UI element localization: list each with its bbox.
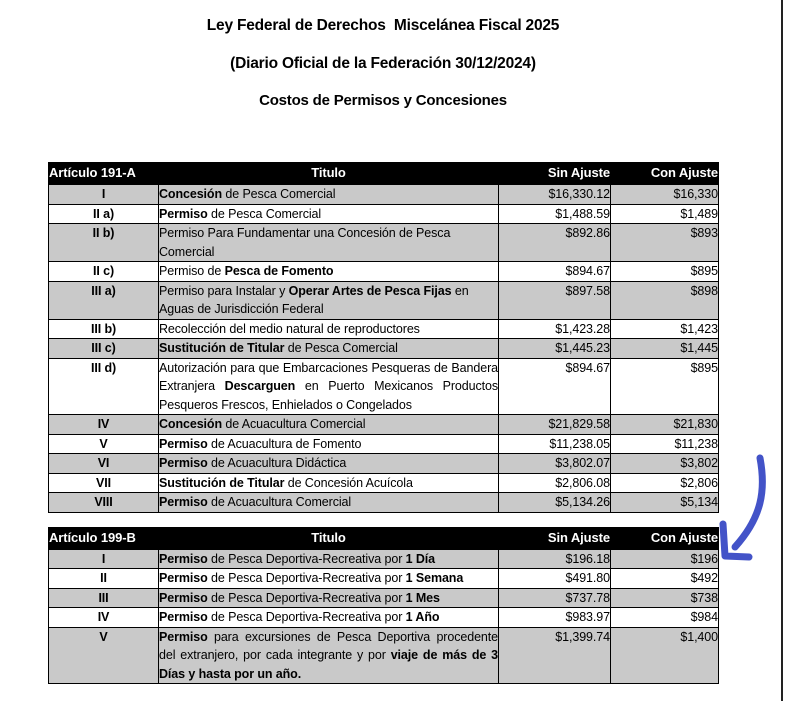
title-bold-segment: viaje de más de 3 Días y hasta por un año. — [159, 648, 498, 681]
row-number-cell: VI — [49, 454, 159, 474]
title-bold-segment: Sustitución de Titular — [159, 475, 285, 490]
table-row — [49, 415, 719, 435]
title-segment: de Pesca Deportiva-Recreativa por — [207, 551, 406, 566]
sin-ajuste-cell: $2,806.08 — [499, 473, 611, 493]
con-ajuste-cell: $898 — [611, 281, 719, 319]
title-bold-segment: 1 Día — [405, 551, 436, 566]
row-number-cell: IV — [49, 608, 159, 628]
title-bold-segment: Permiso — [159, 610, 208, 624]
row-title-cell — [159, 434, 499, 454]
row-number-cell: V — [49, 434, 159, 454]
table-row — [49, 434, 719, 454]
sin-ajuste-cell: $1,399.74 — [499, 627, 611, 684]
title-bold-segment: 1 Año — [405, 610, 440, 624]
title-bold-segment: Pesca de Fomento — [224, 264, 334, 278]
row-number-cell: II c) — [49, 262, 159, 282]
title-segment: de Acuacultura Comercial — [222, 417, 366, 431]
row-title-cell — [159, 358, 499, 415]
title-segment: de Pesca Comercial — [207, 206, 322, 221]
table-articulo-199b — [48, 527, 719, 685]
con-ajuste-cell: $11,238 — [611, 434, 719, 454]
table-row — [49, 204, 719, 224]
table-row — [49, 627, 719, 684]
row-number-cell: III a) — [49, 281, 159, 319]
title-segment: Permiso de — [159, 264, 225, 278]
title-bold-segment: Permiso — [159, 551, 208, 566]
row-title-cell — [159, 473, 499, 493]
title-bold-segment: Permiso — [159, 495, 208, 509]
title-segment: para excursiones de Pesca Deportiva procedente del extranjero, por cada integrante y por — [159, 629, 498, 662]
row-number-cell: V — [49, 627, 159, 684]
table-header-row — [49, 163, 719, 185]
con-ajuste-cell: $895 — [611, 262, 719, 282]
con-ajuste-cell: $895 — [611, 358, 719, 415]
title-segment: Permiso para Instalar y — [159, 283, 289, 298]
sin-ajuste-cell: $983.97 — [499, 608, 611, 628]
table-row — [49, 588, 719, 608]
con-ajuste-cell: $1,445 — [611, 339, 719, 359]
title-segment: de Acuacultura de Fomento — [207, 436, 362, 451]
row-number-cell: I — [49, 549, 159, 569]
title-bold-segment: Permiso — [159, 436, 208, 451]
title-bold-segment: Concesión — [159, 187, 222, 201]
sin-ajuste-cell: $894.67 — [499, 358, 611, 415]
title-segment: de Pesca Comercial — [284, 341, 398, 355]
sin-ajuste-cell: $894.67 — [499, 262, 611, 282]
row-title-cell — [159, 454, 499, 474]
title-bold-segment: Permiso — [159, 206, 208, 221]
table-row — [49, 358, 719, 415]
sin-ajuste-cell: $11,238.05 — [499, 434, 611, 454]
row-number-cell: I — [49, 185, 159, 205]
sin-ajuste-cell: $1,423.28 — [499, 319, 611, 339]
title-segment: de Acuacultura Didáctica — [207, 456, 347, 470]
row-number-cell: II b) — [49, 224, 159, 262]
sin-ajuste-cell: $491.80 — [499, 569, 611, 589]
page-edge-line — [781, 0, 783, 701]
sin-ajuste-cell: $21,829.58 — [499, 415, 611, 435]
table-row — [49, 608, 719, 628]
con-ajuste-cell: $984 — [611, 608, 719, 628]
row-number-cell: VIII — [49, 493, 159, 513]
column-header-sin-ajuste: Sin Ajuste — [499, 163, 611, 185]
con-ajuste-cell: $21,830 — [611, 415, 719, 435]
column-header-sin-ajuste: Sin Ajuste — [499, 527, 611, 549]
title-bold-segment: Permiso — [159, 629, 208, 644]
table-row — [49, 185, 719, 205]
con-ajuste-cell: $893 — [611, 224, 719, 262]
row-title-cell — [159, 569, 499, 589]
table-row — [49, 262, 719, 282]
table-row — [49, 569, 719, 589]
title-bold-segment: 1 Semana — [405, 571, 464, 585]
arrow-shaft — [735, 458, 762, 547]
arrow-head — [723, 524, 749, 557]
table-row — [49, 224, 719, 262]
con-ajuste-cell: $1,400 — [611, 627, 719, 684]
table-row — [49, 493, 719, 513]
title-bold-segment: Descarguen — [224, 379, 296, 393]
row-number-cell: IV — [49, 415, 159, 435]
row-title-cell — [159, 493, 499, 513]
title-segment: de Pesca Deportiva-Recreativa por — [207, 571, 406, 585]
row-title-cell — [159, 204, 499, 224]
title-bold-segment: Operar Artes de Pesca Fijas — [288, 283, 452, 298]
doc-heading: Costos de Permisos y Concesiones — [259, 92, 507, 109]
con-ajuste-cell: $738 — [611, 588, 719, 608]
row-title-cell — [159, 185, 499, 205]
table-row — [49, 473, 719, 493]
row-number-cell: III d) — [49, 358, 159, 415]
con-ajuste-cell: $3,802 — [611, 454, 719, 474]
row-number-cell: VII — [49, 473, 159, 493]
title-segment: de Acuacultura Comercial — [207, 495, 352, 509]
table-header-row — [49, 527, 719, 549]
column-header-titulo: Titulo — [159, 163, 499, 185]
table-row — [49, 454, 719, 474]
row-number-cell: II — [49, 569, 159, 589]
sin-ajuste-cell: $16,330.12 — [499, 185, 611, 205]
title-segment: en Puerto Mexicanos Productos Pesqueros Frescos, Enhielados o Congelados — [159, 379, 499, 412]
column-header-article: Artículo 199-B — [49, 527, 159, 549]
sin-ajuste-cell: $737.78 — [499, 588, 611, 608]
title-segment: en Aguas de Jurisdicción Federal — [159, 283, 469, 316]
column-header-titulo: Titulo — [159, 527, 499, 549]
doc-subtitle: (Diario Oficial de la Federación 30/12/2024) — [230, 55, 536, 72]
con-ajuste-cell: $1,489 — [611, 204, 719, 224]
row-title-cell — [159, 339, 499, 359]
table-row — [49, 339, 719, 359]
row-title-cell — [159, 588, 499, 608]
table-row — [49, 281, 719, 319]
row-title-cell — [159, 549, 499, 569]
title-segment: de Pesca Comercial — [222, 187, 336, 201]
row-number-cell: III b) — [49, 319, 159, 339]
title-bold-segment: Sustitución de Titular — [159, 341, 285, 355]
table-row — [49, 549, 719, 569]
sin-ajuste-cell: $1,488.59 — [499, 204, 611, 224]
sin-ajuste-cell: $196.18 — [499, 549, 611, 569]
con-ajuste-cell: $492 — [611, 569, 719, 589]
sin-ajuste-cell: $897.58 — [499, 281, 611, 319]
table-articulo-191a — [48, 162, 719, 513]
table-header — [49, 163, 719, 185]
table-body — [49, 549, 719, 684]
sin-ajuste-cell: $892.86 — [499, 224, 611, 262]
sin-ajuste-cell: $1,445.23 — [499, 339, 611, 359]
title-bold-segment: Permiso — [159, 590, 208, 605]
title-bold-segment: Permiso — [159, 571, 208, 585]
sin-ajuste-cell: $3,802.07 — [499, 454, 611, 474]
table-row — [49, 319, 719, 339]
title-segment: de Pesca Deportiva-Recreativa por — [207, 610, 406, 624]
title-segment: Autorización para que Embarcaciones Pesqueras de Bandera Extranjera — [159, 360, 498, 393]
con-ajuste-cell: $16,330 — [611, 185, 719, 205]
row-title-cell — [159, 415, 499, 435]
document-header — [48, 0, 718, 109]
row-number-cell: III — [49, 588, 159, 608]
row-number-cell: II a) — [49, 204, 159, 224]
title-segment: de Concesión Acuícola — [284, 475, 413, 490]
con-ajuste-cell: $2,806 — [611, 473, 719, 493]
title-segment: Recolección del medio natural de reproductores — [159, 321, 420, 336]
con-ajuste-cell: $1,423 — [611, 319, 719, 339]
column-header-con-ajuste: Con Ajuste — [611, 527, 719, 549]
title-bold-segment: Concesión — [159, 417, 222, 431]
con-ajuste-cell: $196 — [611, 549, 719, 569]
doc-title: Ley Federal de Derechos Miscelánea Fiscal 2025 — [206, 17, 560, 34]
row-title-cell — [159, 608, 499, 628]
column-header-article: Artículo 191-A — [49, 163, 159, 185]
column-header-con-ajuste: Con Ajuste — [611, 163, 719, 185]
title-segment: Permiso Para Fundamentar una Concesión de Pesca Comercial — [159, 226, 451, 259]
title-bold-segment: 1 Mes — [405, 590, 440, 605]
tables-container — [48, 162, 718, 684]
title-bold-segment: Permiso — [159, 456, 208, 470]
row-title-cell — [159, 627, 499, 684]
sin-ajuste-cell: $5,134.26 — [499, 493, 611, 513]
title-segment: de Pesca Deportiva-Recreativa por — [207, 590, 406, 605]
row-number-cell: III c) — [49, 339, 159, 359]
row-title-cell — [159, 319, 499, 339]
table-body — [49, 185, 719, 513]
row-title-cell — [159, 224, 499, 262]
table-header — [49, 527, 719, 549]
row-title-cell — [159, 281, 499, 319]
con-ajuste-cell: $5,134 — [611, 493, 719, 513]
row-title-cell — [159, 262, 499, 282]
